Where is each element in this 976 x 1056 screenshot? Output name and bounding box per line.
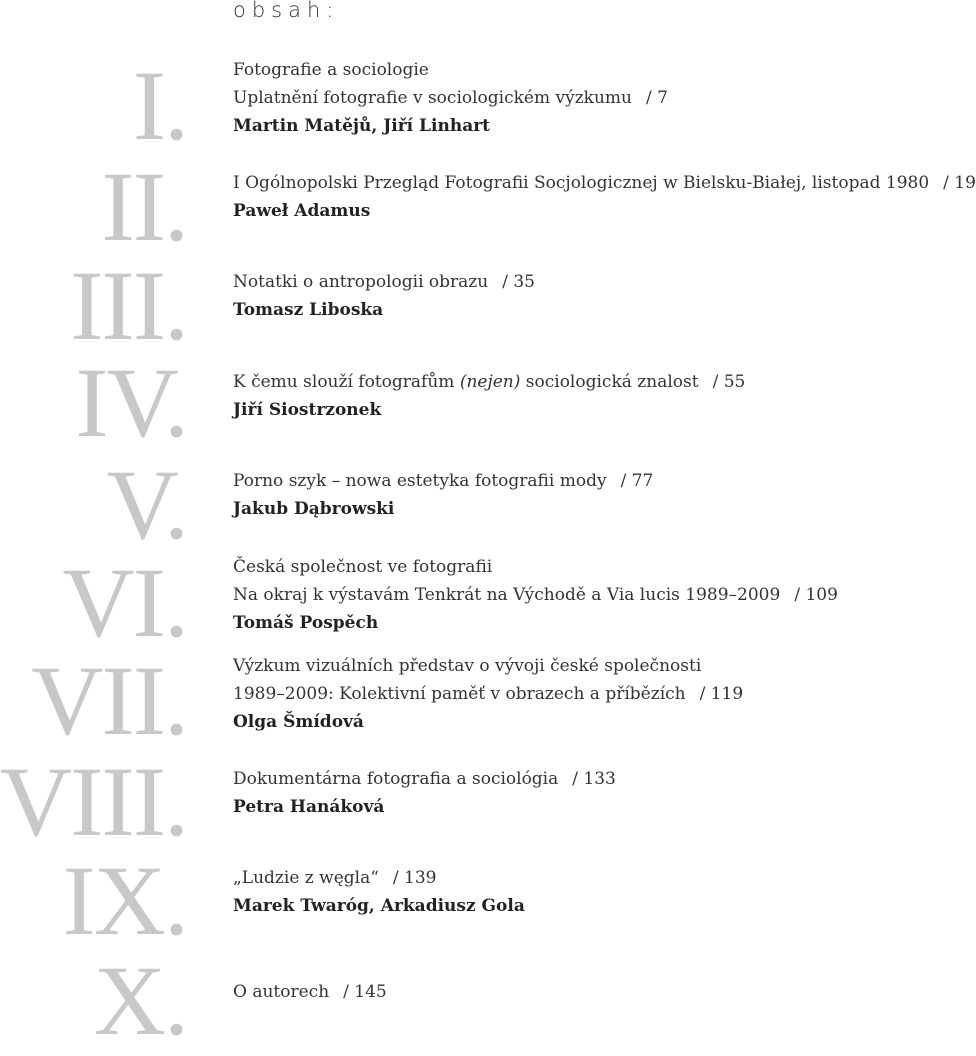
- entry-title-text: Uplatnění fotografie v sociologickém výzkumu: [233, 88, 632, 108]
- page-ref[interactable]: / 119: [699, 684, 744, 704]
- entry-title: [233, 765, 958, 793]
- toc-entry-7: [233, 652, 958, 736]
- entry-title-text: 1989–2009: Kolektivní paměť v obrazech a příbězích: [233, 684, 686, 704]
- page-ref[interactable]: / 133: [572, 769, 616, 789]
- numeral-1: I.: [132, 50, 187, 161]
- entry-title: [233, 368, 958, 396]
- page-ref[interactable]: / 7: [646, 88, 668, 108]
- entry-author: Martin Matějů, Jiří Linhart: [233, 116, 491, 136]
- toc-entry-6: [233, 553, 958, 637]
- numeral-5: V.: [106, 449, 187, 560]
- numeral-7: VII.: [31, 645, 187, 756]
- toc-entry-3: [233, 268, 958, 324]
- numeral-4: IV.: [75, 347, 187, 458]
- entry-title-text: Dokumentárna fotografia a sociológia: [233, 769, 559, 789]
- entry-title-text: O autorech: [233, 982, 330, 1002]
- numeral-3: III.: [70, 250, 187, 361]
- entry-author: Marek Twaróg, Arkadiusz Gola: [233, 896, 525, 916]
- entry-author: Olga Šmídová: [233, 712, 364, 732]
- entry-author: Paweł Adamus: [233, 201, 371, 221]
- page-ref[interactable]: / 77: [620, 471, 654, 491]
- entry-title: [233, 978, 958, 1006]
- entry-subtitle: [233, 84, 958, 112]
- page-heading: obsah:: [233, 0, 340, 22]
- entry-title-emphasis: (nejen): [459, 372, 521, 392]
- entry-title: Fotografie a sociologie: [233, 60, 429, 80]
- numeral-10: X.: [93, 945, 187, 1056]
- toc-entry-8: [233, 765, 958, 821]
- entry-title-text: K čemu slouží fotografům: [233, 372, 460, 392]
- entry-title-text: Notatki o antropologii obrazu: [233, 272, 489, 292]
- entry-author: Jiří Siostrzonek: [233, 400, 382, 420]
- page-ref[interactable]: / 35: [502, 272, 535, 292]
- entry-title: [233, 467, 958, 495]
- numeral-2: II.: [101, 151, 187, 262]
- page-ref[interactable]: / 19: [943, 173, 976, 193]
- entry-author: Jakub Dąbrowski: [233, 499, 395, 519]
- entry-title-text: „Ludzie z węgla“: [233, 868, 379, 888]
- toc-entry-4: [233, 368, 958, 424]
- page-ref[interactable]: / 55: [712, 372, 746, 392]
- toc-entry-5: [233, 467, 958, 523]
- toc-entry-10: [233, 978, 958, 1006]
- numeral-9: IX.: [62, 845, 187, 956]
- entry-title-text-end: sociologická znalost: [520, 372, 699, 392]
- entry-subtitle: [233, 581, 958, 609]
- toc-entry-1: [233, 56, 958, 140]
- entry-title-text: I Ogólnopolski Przegląd Fotografii Socjologicznej w Bielsku-Białej, listopad 1980: [233, 173, 930, 193]
- entry-author: Tomáš Pospěch: [233, 613, 379, 633]
- numeral-8: VIII.: [0, 746, 187, 857]
- toc-entry-2: [233, 169, 976, 225]
- entry-title: Výzkum vizuálních představ o vývoji české společnosti: [233, 656, 702, 676]
- page-ref[interactable]: / 139: [392, 868, 437, 888]
- entry-title: Česká společnost ve fotografii: [233, 557, 493, 577]
- entry-subtitle: [233, 680, 958, 708]
- numeral-6: VI.: [62, 547, 187, 658]
- entry-title-text: Porno szyk – nowa estetyka fotografii mody: [233, 471, 607, 491]
- entry-title: [233, 268, 958, 296]
- page-ref[interactable]: / 145: [343, 982, 387, 1002]
- entry-title: [233, 169, 976, 197]
- entry-author: Petra Hanáková: [233, 797, 385, 817]
- toc-entry-9: [233, 864, 958, 920]
- entry-title: [233, 864, 958, 892]
- entry-title-text: Na okraj k výstavám Tenkrát na Východě a Via lucis 1989–2009: [233, 585, 781, 605]
- page-ref[interactable]: / 109: [794, 585, 838, 605]
- entry-author: Tomasz Liboska: [233, 300, 384, 320]
